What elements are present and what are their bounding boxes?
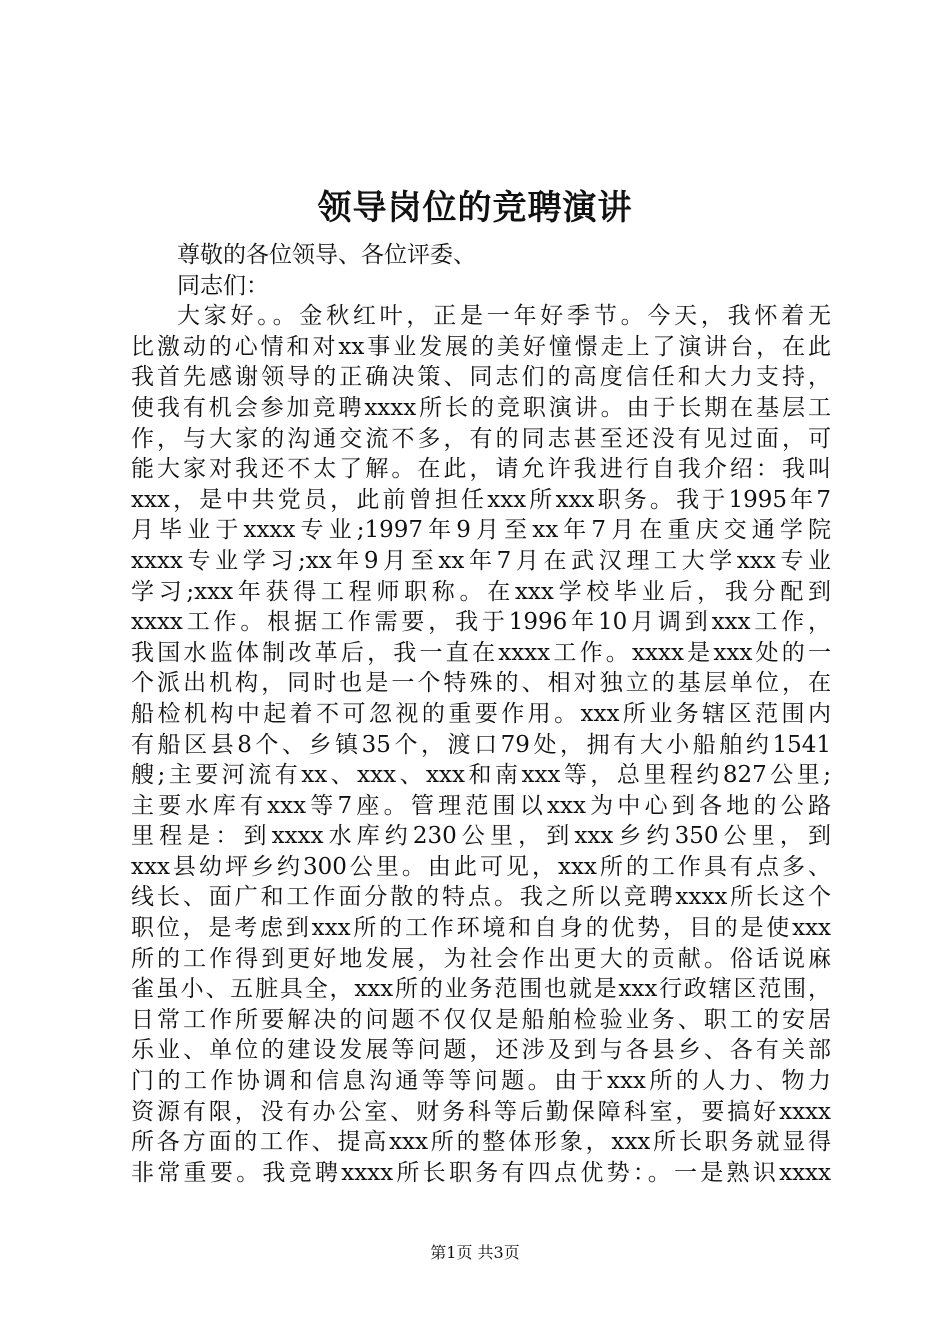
text-line: xxx，是中共党员，此前曾担任xxx所xxx职务。我于1995年7	[131, 486, 831, 513]
text-line: 主要水库有xxx等7座。管理范围以xxx为中心到各地的公路	[131, 792, 831, 819]
text-line: 能大家对我还不太了解。在此，请允许我进行自我介绍：我叫	[131, 456, 831, 483]
text-line: 乐业、单位的建设发展等问题，还涉及到与各县乡、各有关部	[131, 1037, 831, 1064]
text-line: 雀虽小、五脏具全，xxx所的业务范围也就是xxx行政辖区范围，	[131, 976, 831, 1003]
salutation-line: 同志们：	[177, 272, 269, 299]
text-line: 使我有机会参加竞聘xxxx所长的竞职演讲。由于长期在基层工	[131, 394, 831, 421]
text-line: 我首先感谢领导的正确决策、同志们的高度信任和大力支持，	[131, 364, 831, 391]
text-line: 线长、面广和工作面分散的特点。我之所以竞聘xxxx所长这个	[131, 884, 831, 911]
text-line: 我国水监体制改革后，我一直在xxxx工作。xxxx是xxx处的一	[131, 639, 831, 666]
text-line: 学习;xxx年获得工程师职称。在xxx学校毕业后，我分配到	[131, 578, 831, 605]
text-line: 艘;主要河流有xx、xxx、xxx和南xxx等，总里程约827公里;	[131, 762, 831, 789]
text-line: 里程是：到xxxx水库约230公里，到xxx乡约350公里，到	[131, 823, 831, 850]
text-line: 日常工作所要解决的问题不仅仅是船舶检验业务、职工的安居	[131, 1006, 831, 1033]
text-line: 资源有限，没有办公室、财务科等后勤保障科室，要搞好xxxx	[131, 1098, 831, 1125]
salutation-line: 尊敬的各位领导、各位评委、	[177, 242, 476, 268]
text-line: xxxx专业学习;xx年9月至xx年7月在武汉理工大学xxx专业	[131, 547, 831, 574]
text-line: 非常重要。我竞聘xxxx所长职务有四点优势：。一是熟识xxxx	[131, 1159, 831, 1186]
text-line: 月毕业于xxxx专业;1997年9月至xx年7月在重庆交通学院	[131, 517, 831, 544]
text-line: 作，与大家的沟通交流不多，有的同志甚至还没有见过面，可	[131, 425, 831, 452]
text-line: xxxx工作。根据工作需要，我于1996年10月调到xxx工作，	[131, 609, 831, 636]
text-line: 所各方面的工作、提高xxx所的整体形象，xxx所长职务就显得	[131, 1129, 831, 1156]
document-title: 领导岗位的竞聘演讲	[317, 188, 633, 228]
document-body	[131, 240, 831, 1188]
text-line: 个派出机构，同时也是一个特殊的、相对独立的基层单位，在	[131, 670, 831, 697]
text-line: 大家好。。金秋红叶，正是一年好季节。今天，我怀着无	[177, 303, 831, 330]
text-line: 门的工作协调和信息沟通等等问题。由于xxx所的人力、物力	[131, 1068, 831, 1095]
text-line: 职位，是考虑到xxx所的工作环境和自身的优势，目的是使xxx	[131, 915, 831, 942]
text-line: xxx县幼坪乡约300公里。由此可见，xxx所的工作具有点多、	[131, 853, 831, 880]
page-number-footer: 第1页 共3页	[430, 1243, 520, 1262]
text-line: 所的工作得到更好地发展，为社会作出更大的贡献。俗话说麻	[131, 945, 831, 972]
text-line: 有船区县8个、乡镇35个，渡口79处，拥有大小船舶约1541	[131, 731, 831, 758]
text-line: 比激动的心情和对xx事业发展的美好憧憬走上了演讲台，在此	[131, 333, 831, 360]
text-line: 船检机构中起着不可忽视的重要作用。xxx所业务辖区范围内	[131, 700, 831, 727]
